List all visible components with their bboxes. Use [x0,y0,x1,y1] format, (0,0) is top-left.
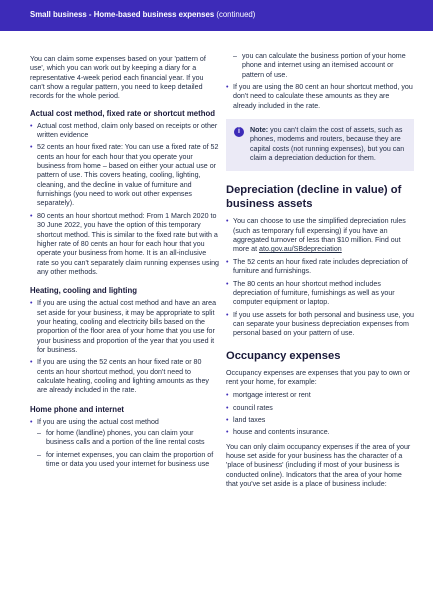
list-item: • mortgage interest or rent [226,391,414,400]
actual-cost-list [30,122,220,278]
phone-sub-list-continued: – you can calculate the business portion of your home phone and internet using an itemised account or pattern of use. [226,52,414,80]
phone-sub-list [37,429,220,469]
heating-heading: Heating, cooling and lighting [30,286,137,296]
header-title-continued: (continued) [216,10,256,19]
sub-list-item: – for home (landline) phones, you can claim your business calls and a portion of the line rental costs [37,429,220,448]
list-item [30,418,220,470]
left-column [30,55,220,472]
phone-internet-list [30,418,220,470]
list-item: • If you use assets for both personal and business use, you can separate your business depreciation expenses from personal based on your pattern of use. [226,311,414,339]
phone-internet-heading: Home phone and internet [30,404,125,414]
list-item: • The 52 cents an hour fixed rate includes depreciation of furniture and furnishings. [226,258,414,277]
occupancy-intro: Occupancy expenses are expenses that you pay to own or rent your home, for example: [226,368,411,386]
actual-cost-heading: Actual cost method, fixed rate or shortcut method [30,108,215,118]
sub-list-item: – for internet expenses, you can claim the proportion of time or data you used your internet for business use [37,451,220,470]
ato-depreciation-link[interactable]: ato.gov.au/SBdepreciation [259,245,342,254]
occupancy-outro: You can only claim occupancy expenses if the area of your house set aside for your business has the character of a 'place of business' (including if most of your business is conducted online). Indicators that the area of your home that you've set aside is a place of business include: [226,442,411,488]
phone-list-continued [226,83,414,111]
list-item: • If you are using the 80 cent an hour shortcut method, you don't need to calculate these amounts as they are already included in the rate. [226,83,414,111]
occupancy-heading: Occupancy expenses [226,349,341,362]
intro-paragraph: You can claim some expenses based on your 'pattern of use', which you can work out by keeping a diary for a representative 4-week period each financial year. If you can't show a regular pattern, you need to keep detailed records for the whole period. [30,55,206,101]
list-item [226,217,414,254]
right-column [226,52,414,496]
heating-list [30,299,220,395]
depreciation-list [226,217,414,338]
list-item: • land taxes [226,416,414,425]
list-item: • council rates [226,404,414,413]
header-title-main: Small business - Home-based business expenses [30,10,215,19]
list-item: • If you are using the actual cost method and have an area set aside for your business, it may be appropriate to split your heating, cooling and electricity bills based on the proportion of the floor area of your home that you use for your business and proportion of the year that you used it for business. [30,299,220,355]
note-label: Note: [250,126,269,135]
list-item: • house and contents insurance. [226,428,414,437]
list-item: • 52 cents an hour fixed rate: You can use a fixed rate of 52 cents an hour for each hour that you operate your business from home – based on either your actual use or pattern of use. This covers heating, cooling, lighting, cleaning, and the decline in value of furniture and furnishings (you need to work out other expenses separately). [30,143,220,208]
page-header-banner [0,0,433,31]
list-item: • If you are using the 52 cents an hour fixed rate or 80 cents an hour shortcut method, you don't need to calculate heating, cooling and lighting amounts as they are already included in the rate. [30,358,220,395]
occupancy-list [226,391,414,437]
depreciation-item-text: You can choose to use the simplified depreciation rules (such as temporary full expensing) if you have an aggregated turnover of less than $10 million. Find out more at [233,217,406,254]
list-item: • The 80 cents an hour shortcut method includes depreciation of furniture, furnishings as well as your computer equipment or laptop. [226,280,414,308]
depreciation-heading: Depreciation (decline in value) of business assets [226,184,402,211]
list-item: • 80 cents an hour shortcut method: From 1 March 2020 to 30 June 2022, you have the option of this temporary shortcut method. This is similar to the fixed rate but with a higher rate of 80 cents an hour for each hour that you operate your business from home. It is an all-inclusive rate so you can't separately claim running expenses using any other methods. [30,212,220,277]
info-icon: i [234,127,244,137]
list-item: • Actual cost method, claim only based on receipts or other written evidence [30,122,220,141]
note-text: you can't claim the cost of assets, such as phones, modems and routers, because they are capital costs (not running expenses), but you can claim a depreciation deduction for them. [250,126,405,163]
phone-item-text: If you are using the actual cost method [37,417,159,426]
page-header-title [30,10,255,19]
note-box [226,119,414,171]
